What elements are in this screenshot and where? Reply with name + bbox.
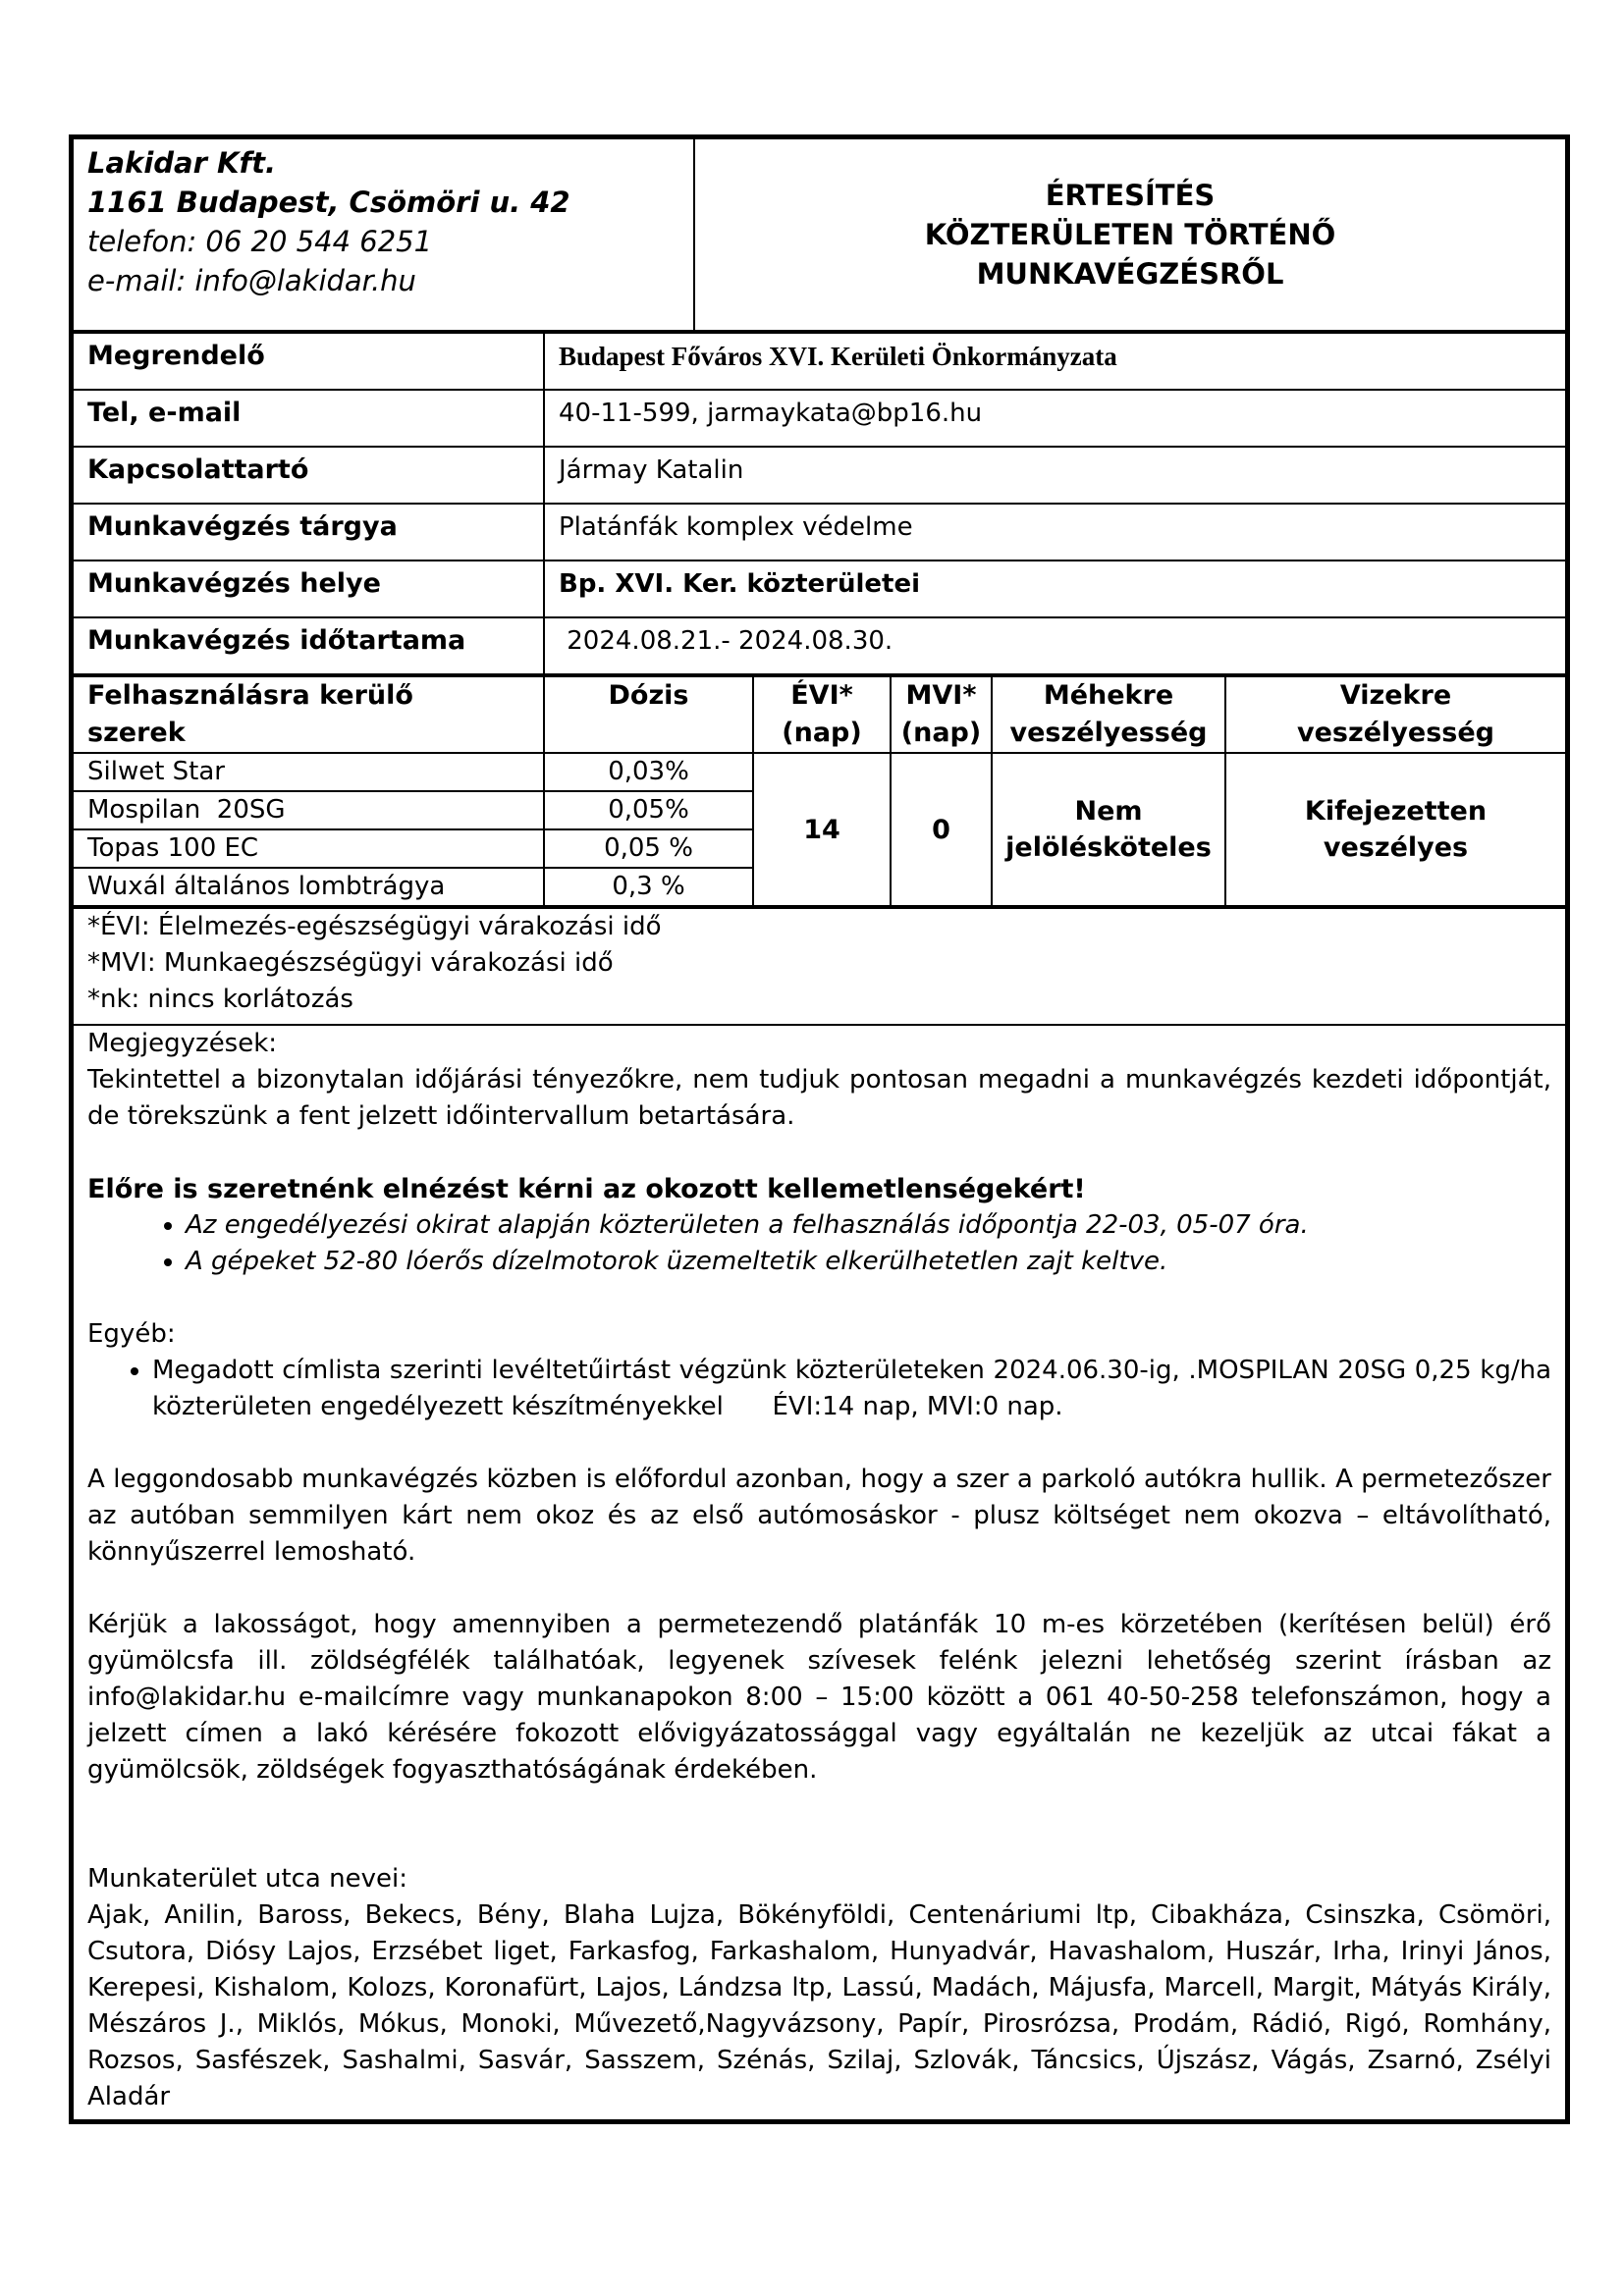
company-address: 1161 Budapest, Csömöri u. 42: [87, 186, 570, 219]
info-label: Kapcsolattartó: [73, 447, 544, 504]
agents-table: [72, 675, 1567, 907]
company-info: [73, 138, 694, 331]
info-value: Jármay Katalin: [544, 447, 1566, 504]
header-table: [72, 137, 1567, 332]
remarks-section: [73, 1025, 1566, 2120]
bullet-item: • Megadott címlista szerinti levéltetűirtást végzünk közterületeken 2024.06.30-ig, .MOSPILAN 20SG 0,25 kg/ha közterületen engedélyezett készítményekkel ÉVI:14 nap, MVI:0 nap.: [152, 1353, 1551, 1425]
water-hazard-value: [1225, 753, 1566, 906]
mvi-value: 0: [891, 753, 992, 906]
company-email: e-mail: info@lakidar.hu: [87, 264, 416, 297]
agent-name: Silwet Star: [73, 753, 544, 791]
residents-notice: Kérjük a lakosságot, hogy amennyiben a permetezendő platánfák 10 m-es körzetében (kerítésen belül) érő gyümölcsfa ill. zöldségfélék találhatóak, legyenek szívesek felénk jelezni lehetőség szerint írásban az info@lakidar.hu e-mailcímre vagy munkanapokon 8:00 – 15:00 között a 061 40-50-258 telefonszámon, hogy a jelzett címen a lakó kérésére fokozott elővigyázatossággal vagy egyáltalán ne kezeljük az utcai fákat a gyümölcsök, zöldségek fogyaszthatóságának érdekében.: [87, 1610, 1551, 1785]
info-value: 2024.08.21.- 2024.08.30.: [544, 617, 1566, 674]
info-value: Budapest Főváros XVI. Kerületi Önkormányzata: [544, 333, 1566, 390]
header-text: veszélyesség: [1009, 718, 1208, 748]
other-title: Egyéb:: [87, 1319, 176, 1349]
title-line-3: MUNKAVÉGZÉSRŐL: [976, 257, 1284, 291]
header-text: ÉVI*: [790, 680, 853, 711]
info-label: Munkavégzés időtartama: [73, 617, 544, 674]
permit-bullets: [87, 1207, 1551, 1280]
header-text: Dózis: [608, 680, 689, 711]
bullet-item: • A gépeket 52-80 lóerős dízelmotorok üzemeltetik elkerülhetetlen zajt keltve.: [186, 1244, 1551, 1280]
info-value: Platánfák komplex védelme: [544, 504, 1566, 561]
bee-hazard-line: Nem: [1074, 796, 1143, 827]
weather-notice: Tekintettel a bizonytalan időjárási tényezőkre, nem tudjuk pontosan megadni a munkavégzés kezdeti időpontját, de törekszünk a fent jelzett időintervallum betartására.: [87, 1065, 1551, 1131]
info-row-location: [73, 561, 1566, 617]
info-label: Munkavégzés tárgya: [73, 504, 544, 561]
water-hazard-line: veszélyes: [1323, 832, 1469, 863]
header-text: Vizekre: [1339, 680, 1452, 711]
header-bee-hazard: [992, 676, 1225, 753]
agent-name: Topas 100 EC: [73, 829, 544, 868]
notice-form: [69, 134, 1570, 2124]
cars-notice: A leggondosabb munkavégzés közben is előfordul azonban, hogy a szer a parkoló autókra hullik. A permetezőszer az autóban semmilyen kárt nem okoz és az első autómosáskor - plusz költséget nem okozva – eltávolítható, könnyűszerrel lemosható.: [87, 1465, 1551, 1567]
footnote-evi: *ÉVI: Élelmezés-egészségügyi várakozási idő: [87, 912, 662, 941]
header-text: veszélyesség: [1297, 718, 1494, 748]
bee-hazard-line: jelölésköteles: [1005, 832, 1212, 863]
header-text: MVI*: [905, 680, 977, 711]
info-row-duration: [73, 617, 1566, 674]
footnotes: [73, 908, 1566, 1025]
spacer: [87, 1571, 1551, 1607]
info-label: Tel, e-mail: [73, 390, 544, 447]
remarks-title: Megjegyzések:: [87, 1029, 278, 1058]
header-evi: [753, 676, 891, 753]
spacer: [87, 1425, 1551, 1462]
streets-list: Ajak, Anilin, Baross, Bekecs, Bény, Blaha Lujza, Bökényföldi, Centenáriumi ltp, Cibakháza, Csinszka, Csömöri, Csutora, Diósy Lajos, Erzsébet liget, Farkasfog, Farkashalom, Hunyadvár, Havashalom, Huszár, Irha, Irinyi János, Kerepesi, Kishalom, Kolozs, Koronafürt, Lajos, Lándzsa ltp, Lassú, Madách, Májusfa, Marcell, Margit, Mátyás Király, Mészáros J., Miklós, Mókus, Monoki, Művezető,Nagyvázsony, Papír, Pirosrózsa, Prodám, Rádió, Rigó, Romhány, Rozsos, Sasfészek, Sashalmi, Sasvár, Sasszem, Szénás, Szilaj, Szlovák, Táncsics, Újszász, Vágás, Zsarnó, Zsélyi Aladár: [87, 1900, 1551, 2111]
company-name: Lakidar Kft.: [87, 146, 276, 180]
water-hazard-line: Kifejezetten: [1304, 796, 1488, 827]
footnotes-table: [72, 907, 1567, 2121]
header-text: szerek: [87, 718, 186, 748]
agent-dose: 0,03%: [544, 753, 753, 791]
evi-value: 14: [753, 753, 891, 906]
agent-dose: 0,05%: [544, 791, 753, 829]
document-title: [694, 138, 1566, 331]
info-value: Bp. XVI. Ker. közterületei: [544, 561, 1566, 617]
spacer: [87, 1135, 1551, 1171]
info-row-subject: [73, 504, 1566, 561]
spacer: [87, 1825, 1551, 1861]
info-table: [72, 332, 1567, 675]
agent-row: [73, 753, 1566, 791]
agent-name: Wuxál általános lombtrágya: [73, 868, 544, 906]
other-bullets: [87, 1353, 1560, 1425]
header-mvi: [891, 676, 992, 753]
bullet-item: • Az engedélyezési okirat alapján közterületen a felhasználás időpontja 22-03, 05-07 óra.: [186, 1207, 1551, 1244]
header-text: Felhasználásra kerülő: [87, 680, 413, 711]
header-agents: [73, 676, 544, 753]
agents-header-row: [73, 676, 1566, 753]
streets-title: Munkaterület utca nevei:: [87, 1864, 407, 1894]
agent-dose: 0,05 %: [544, 829, 753, 868]
apology-text: Előre is szeretnénk elnézést kérni az okozott kellemetlenségekért!: [87, 1174, 1086, 1204]
info-row-contact-details: [73, 390, 1566, 447]
info-row-contact-person: [73, 447, 1566, 504]
info-value: 40-11-599, jarmaykata@bp16.hu: [544, 390, 1566, 447]
spacer: [87, 1789, 1551, 1825]
spacer: [87, 1280, 1551, 1316]
title-line-1: ÉRTESÍTÉS: [1045, 179, 1216, 212]
header-text: Méhekre: [1043, 680, 1174, 711]
header-text: (nap): [782, 718, 862, 748]
company-phone: telefon: 06 20 544 6251: [87, 225, 433, 258]
footnote-mvi: *MVI: Munkaegészségügyi várakozási idő: [87, 948, 614, 978]
header-water-hazard: [1225, 676, 1566, 753]
bee-hazard-value: [992, 753, 1225, 906]
agent-dose: 0,3 %: [544, 868, 753, 906]
footnote-nk: *nk: nincs korlátozás: [87, 985, 353, 1014]
agent-name: Mospilan 20SG: [73, 791, 544, 829]
info-label: Megrendelő: [73, 333, 544, 390]
info-label: Munkavégzés helye: [73, 561, 544, 617]
title-line-2: KÖZTERÜLETEN TÖRTÉNŐ: [924, 218, 1336, 251]
header-text: (nap): [900, 718, 982, 748]
header-dose: [544, 676, 753, 753]
info-row-client: [73, 333, 1566, 390]
